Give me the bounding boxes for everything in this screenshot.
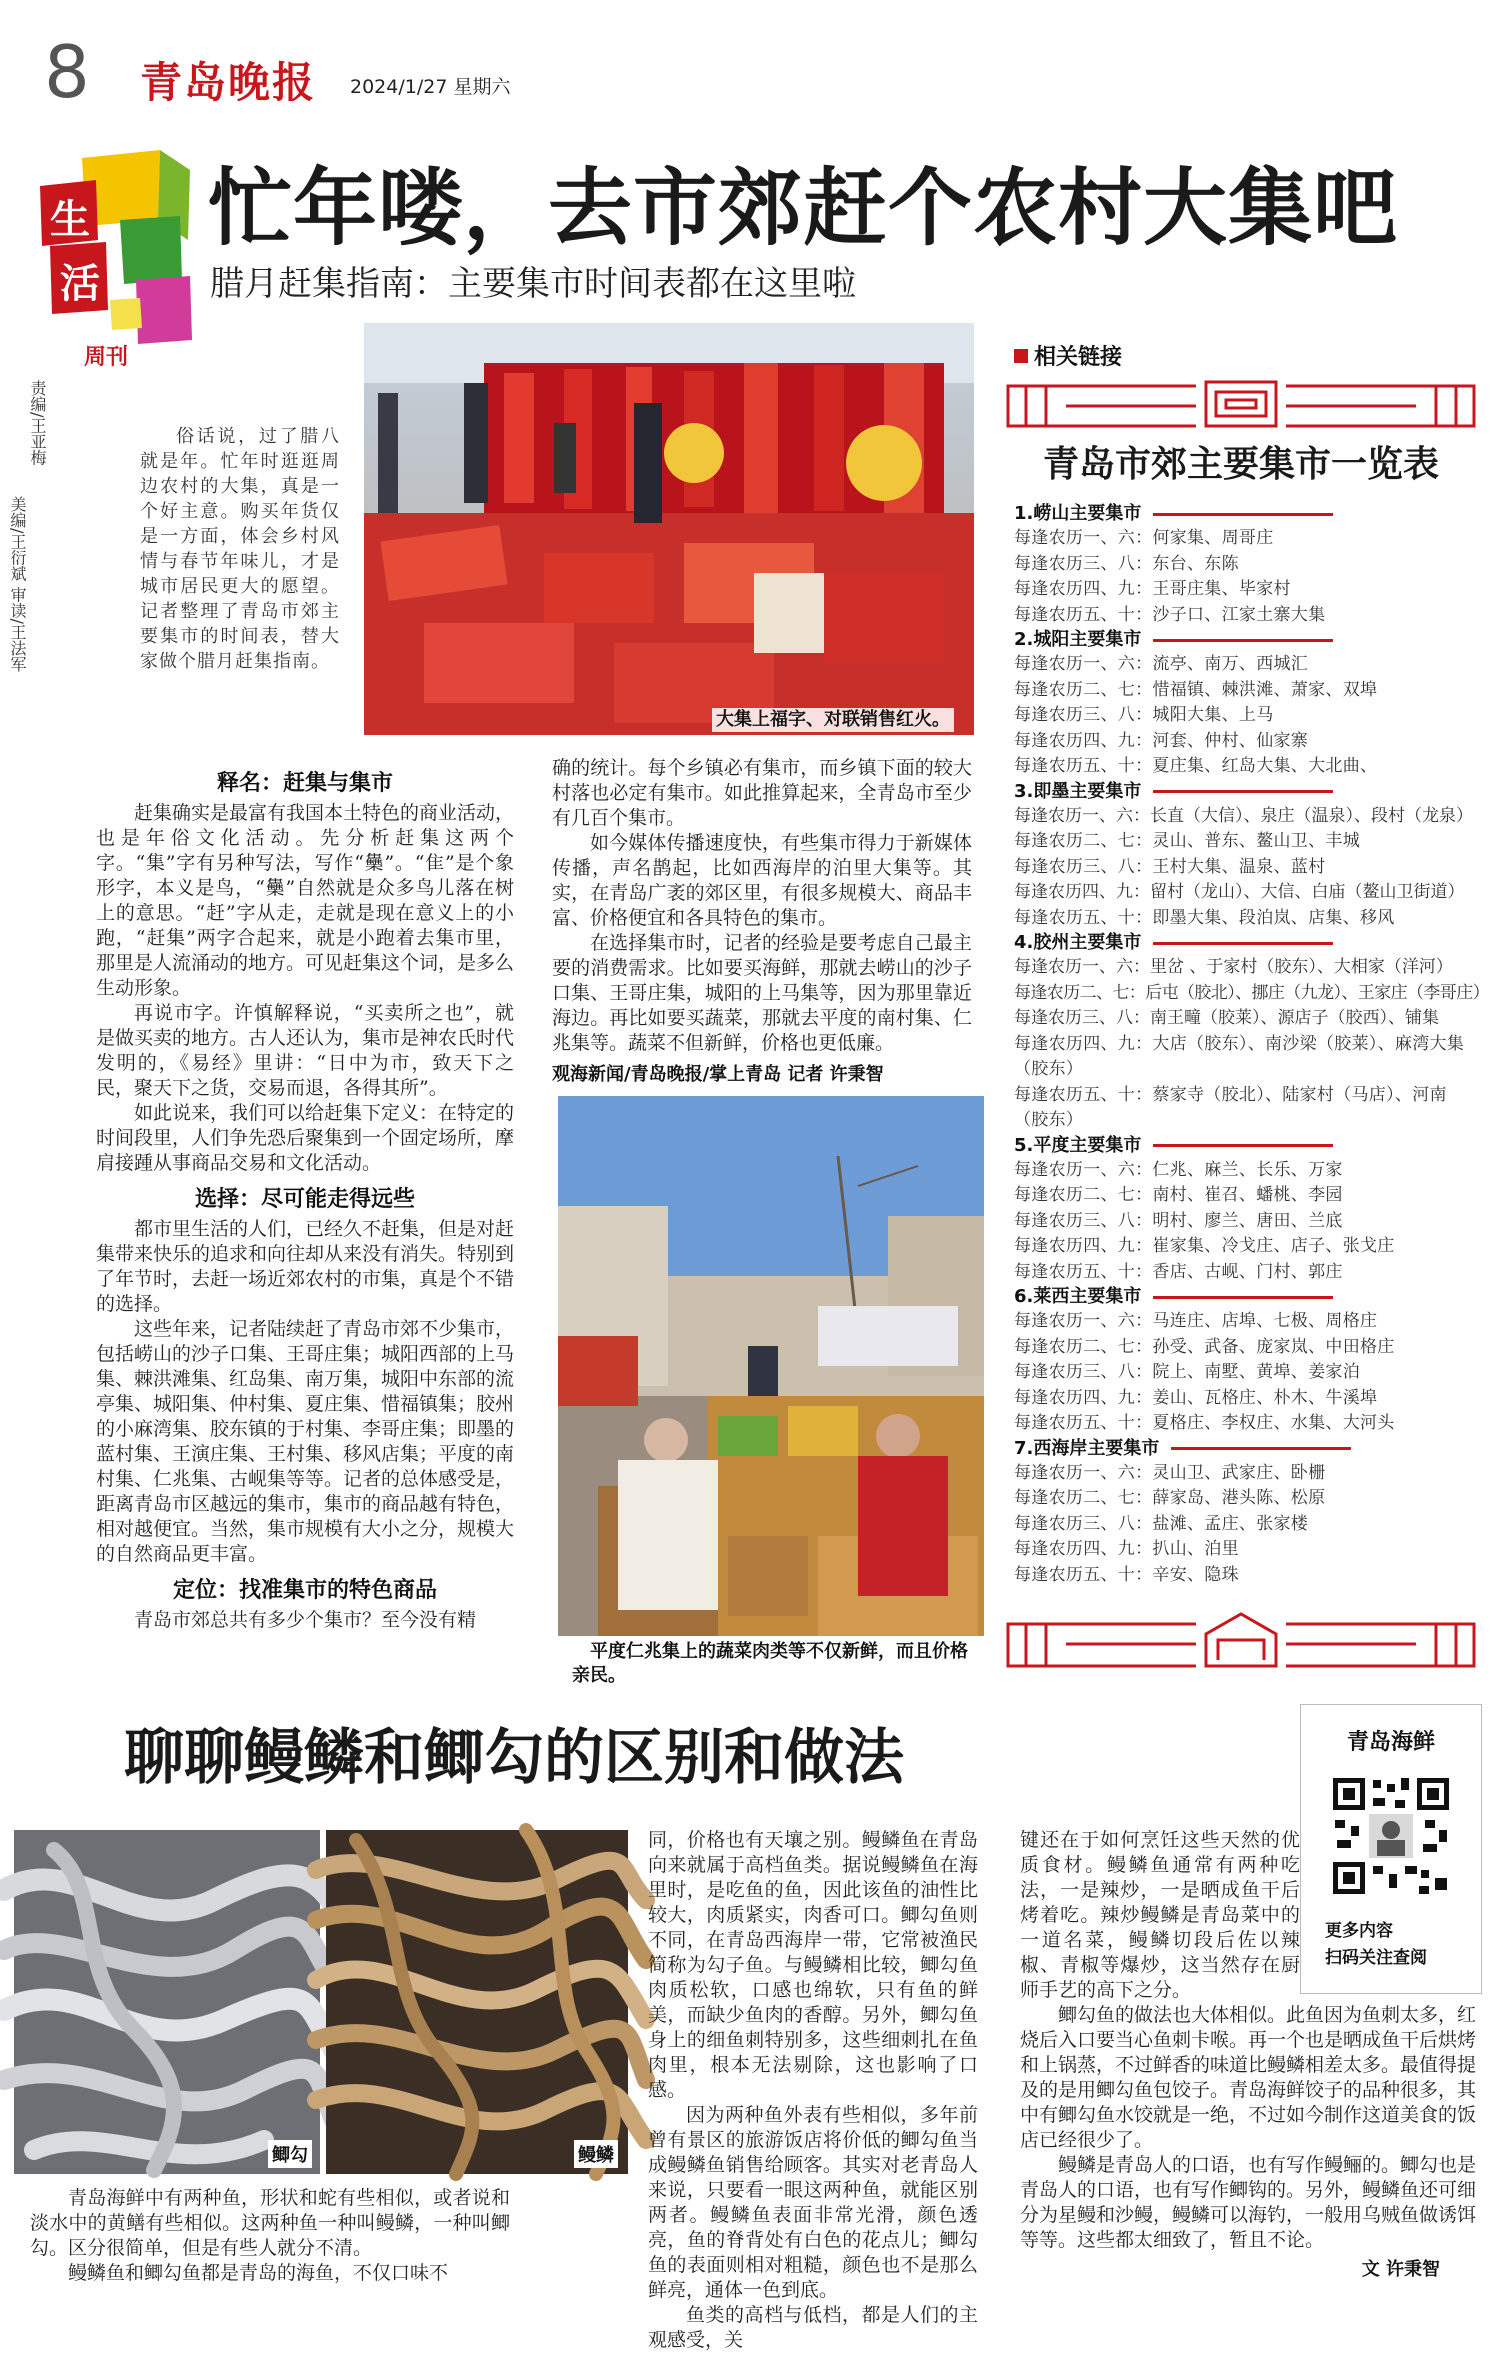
- red-rule: [1171, 1447, 1351, 1450]
- market-line: 每逢农历一、六：何家集、周哥庄: [1014, 528, 1274, 548]
- sec3-paragraph-1: 青岛市郊总共有多少个集市？至今没有精: [134, 1609, 477, 1631]
- red-rule: [1153, 1144, 1333, 1147]
- market-line: 每逢农历四、九：王哥庄集、毕家村: [1014, 579, 1291, 599]
- market-line: 每逢农历三、八：王村大集、温泉、蓝村: [1014, 856, 1326, 877]
- market-group-title: 2.城阳主要集市: [1014, 629, 1142, 650]
- market-line: 每逢农历三、八：盐滩、孟庄、张家楼: [1014, 1513, 1309, 1534]
- related-link-label: [1014, 340, 1122, 371]
- market-line: 每逢农历四、九：扒山、泊里: [1014, 1539, 1239, 1559]
- market-line: 每逢农历五、十：夏格庄、李权庄、水集、大河头: [1014, 1413, 1395, 1433]
- market-line: 每逢农历四、九：留村（龙山）、大信、白庙（鳌山卫街道）: [1014, 882, 1465, 902]
- a2-col2-paragraph-3: 鱼类的高档与低档，都是人们的主观感受，关: [648, 2304, 978, 2351]
- market-table-title: 青岛市郊主要集市一览表: [1042, 444, 1439, 485]
- editor-credit-2: 美编/王衍斌 审读/王法军: [8, 496, 27, 672]
- photo1-caption: 大集上福字、对联销售红火。: [712, 708, 954, 732]
- market-line: 每逢农历三、八：明村、廖兰、唐田、兰底: [1014, 1210, 1343, 1231]
- column-tag-char-2: 活: [60, 260, 100, 307]
- market-line: 每逢农历一、六：长直（大信）、泉庄（温泉）、段村（龙泉）: [1014, 805, 1473, 826]
- market-line: 每逢农历五、十：香店、古岘、门村、郭庄: [1014, 1261, 1343, 1282]
- article2-column-2: [648, 1828, 978, 2353]
- red-rule: [1153, 942, 1333, 945]
- market-line: 每逢农历五、十：即墨大集、段泊岚、店集、移风: [1014, 907, 1395, 928]
- qr-line-2: 扫码关注查阅: [1325, 1948, 1427, 1968]
- section3-title: 定位：找准集市的特色商品: [172, 1578, 437, 1603]
- red-rule: [1153, 513, 1333, 516]
- market-group-title: 6.莱西主要集市: [1014, 1286, 1142, 1307]
- article2-byline: 文 许秉智: [1361, 2259, 1440, 2280]
- market-line: 每逢农历一、六：马连庄、店埠、七极、周格庄: [1014, 1311, 1378, 1331]
- sec2-paragraph-2: 这些年来，记者陆续赶了青岛市郊不少集市，包括崂山的沙子口集、王哥庄集；城阳西部的上马集、棘洪滩集、红岛集、南万集，城阳中东部的流亭集、城阳集、仲村集、夏庄集、惜福镇集；胶州的小麻湾集、胶东镇的于村集、李哥庄集；即墨的蓝村集、王演庄集、王村集、移风店集；平度的南村集、仁兆集、古岘集等等。记者的总体感受是，距离青岛市区越远的集市，集市的商品越有特色，相对越便宜。当然，集市规模有大小之分，规模大的自然商品更丰富。: [96, 1318, 515, 1565]
- market-line: 每逢农历五、十：沙子口、江家土寨大集: [1014, 604, 1326, 625]
- market-group-title: 7.西海岸主要集市: [1014, 1437, 1160, 1459]
- related-link-text: 相关链接: [1034, 345, 1123, 370]
- related-link-square-icon: [1014, 349, 1028, 363]
- market-line: 每逢农历二、七：惜福镇、棘洪滩、萧家、双埠: [1014, 679, 1378, 700]
- market-line: 每逢农历二、七：南村、崔召、蟠桃、李园: [1014, 1185, 1343, 1205]
- qr-title: 青岛海鲜: [1346, 1730, 1435, 1755]
- market-line: 每逢农历一、六：里岔 、于家村（胶东）、大相家（洋河）: [1014, 957, 1453, 977]
- market-group-jiaozhou: [1014, 931, 1489, 1134]
- a2-col3-paragraph-3: 鳗鳞是青岛人的口语，也有写作鳗鲡的。鲫勾也是青岛人的口语，也有写作鲫钩的。另外，鳗鳞鱼还可细分为星鳗和沙鳗，鳗鳞可以海钓，一般用乌贼鱼做诱饵等等。这些都太细致了，暂且不论。: [1020, 2154, 1477, 2251]
- market-line: 每逢农历三、八：东台、东陈: [1014, 553, 1239, 574]
- issue-date: 2024/1/27 星期六: [350, 76, 511, 98]
- sec2-paragraph-1: 都市里生活的人们，已经久不赶集，但是对赶集带来快乐的追求和向往却从来没有消失。特别到了年节时，去赶一场近郊农村的市集，真是个不错的选择。: [96, 1218, 515, 1315]
- section2-title: 选择：尽可能走得远些: [194, 1187, 415, 1212]
- section1-title: 释名：赶集与集市: [216, 771, 393, 796]
- market-group-title: 3.即墨主要集市: [1014, 780, 1142, 802]
- market-line: 每逢农历四、九：大店（胶东）、南沙梁（胶莱）、麻湾大集（胶东）: [1014, 1033, 1465, 1079]
- market-group-laixi: [1014, 1285, 1484, 1437]
- red-rule: [1153, 790, 1333, 793]
- market-line: 每逢农历三、八：院上、南墅、黄埠、姜家泊: [1014, 1362, 1360, 1382]
- a2-col2-paragraph-1: 同，价格也有天壤之别。鳗鳞鱼在青岛向来就属于高档鱼类。据说鳗鳞鱼在海里时，是吃鱼的鱼，因此该鱼的油性比较大，肉质紧实，肉香可口。鲫勾鱼则不同，在青岛西海岸一带，它常被渔民简称为勾子鱼。与鳗鳞相比较，鲫勾鱼肉质松软，口感也绵软，只有鱼的鲜美，而缺少鱼肉的香醇。另外，鲫勾鱼身上的细鱼刺特别多，这些细刺扎在鱼肉里，根本无法剔除，这也影响了口感。: [648, 1829, 978, 2101]
- market-line: 每逢农历五、十：蔡家寺（胶北）、陆家村（马店）、河南（胶东）: [1014, 1084, 1447, 1130]
- photo-label-jigou: 鲫勾: [268, 2140, 312, 2168]
- photo-jigou-fish: [14, 1830, 320, 2174]
- market-line: 每逢农历二、七：孙受、武备、庞家岚、中田格庄: [1014, 1336, 1395, 1357]
- photo-manlin-fish: [326, 1830, 628, 2174]
- editor-credit-1: 责编/王亚梅: [28, 380, 47, 466]
- column-tag-char-1: 生: [50, 196, 90, 243]
- market-list: [1014, 502, 1489, 1588]
- lead-text: 俗话说，过了腊八就是年。忙年时逛逛周边农村的大集，真是一个好主意。购买年货仅是一方面，体会乡村风情与春节年味儿，才是城市居民更大的愿望。记者整理了青岛市郊主要集市的时间表，替大家做个腊月赶集指南。: [140, 426, 340, 672]
- market-line: 每逢农历四、九：崔家集、冷戈庄、店子、张戈庄: [1014, 1236, 1395, 1256]
- market-line: 每逢农历三、八：南王疃（胶莱）、源店子（胶西）、铺集: [1014, 1008, 1439, 1028]
- col2-paragraph-1: 确的统计。每个乡镇必有集市，而乡镇下面的较大村落也必定有集市。如此推算起来，全青岛市至少有几百个集市。: [552, 757, 972, 829]
- market-line: 每逢农历二、七：薛家岛、港头陈、松原: [1014, 1488, 1326, 1508]
- market-group-chengyang: [1014, 628, 1484, 780]
- page-number: 8: [44, 30, 90, 114]
- a2-col3-paragraph-1: 键还在于如何烹饪这些天然的优质食材。鳗鳞鱼通常有两种吃法，一是辣炒，一是晒成鱼干后烤着吃。辣炒鳗鳞是青岛菜中的一道名菜，鳗鳞切段后佐以辣椒、青椒等爆炒，这当然存在厨师手艺的高下之分。: [1020, 1829, 1300, 2001]
- market-line: 每逢农历五、十：夏庄集、红岛大集、大北曲、: [1014, 756, 1378, 776]
- a2-col3-paragraph-2: 鲫勾鱼的做法也大体相似。此鱼因为鱼刺太多，红烧后入口要当心鱼刺卡喉。再一个也是晒成鱼干后烘烤和上锅蒸，不过鲜香的味道比鳗鳞相差太多。最值得提及的是用鲫勾鱼包饺子。青岛海鲜饺子的品种很多，其中有鲫勾鱼水饺就是一绝，不过如今制作这道美食的饭店已经很少了。: [1020, 2004, 1477, 2151]
- market-group-jimo: [1014, 780, 1484, 932]
- a2-paragraph-2: 鳗鳞鱼和鲫勾鱼都是青岛的海鱼，不仅口味不: [68, 2262, 449, 2284]
- market-group-xihaian: [1014, 1437, 1484, 1589]
- photo-market-couplets: [364, 323, 974, 735]
- col2-paragraph-2: 如今媒体传播速度快，有些集市得力于新媒体传播，声名鹊起，比如西海岸的泊里大集等。其实，在青岛广袤的郊区里，有很多规模大、商品丰富、价格便宜和各具特色的集市。: [552, 832, 972, 929]
- market-box-top-border: [1006, 380, 1476, 440]
- market-line: 每逢农历五、十：辛安、隐珠: [1014, 1564, 1239, 1585]
- market-group-title: 1.崂山主要集市: [1014, 503, 1142, 524]
- market-group-title: 5.平度主要集市: [1014, 1134, 1142, 1156]
- photo-label-manlin: 鳗鳞: [574, 2140, 618, 2168]
- market-line: 每逢农历二、七：后屯（胶北）、挪庄（九龙）、王家庄（李哥庄）: [1014, 982, 1489, 1003]
- article1-lead: [140, 424, 340, 674]
- sec1-paragraph-3: 如此说来，我们可以给赶集下定义：在特定的时间段里，人们争先恐后聚集到一个固定场所，摩肩接踵从事商品交易和文化活动。: [96, 1102, 515, 1174]
- article1-subtitle: 腊月赶集指南：主要集市时间表都在这里啦: [210, 264, 856, 304]
- article1-column-2: [552, 756, 972, 1086]
- article1-column-1: [96, 760, 514, 1633]
- article2-column-1: [30, 2186, 510, 2286]
- col2-paragraph-3: 在选择集市时，记者的经验是要考虑自己最主要的消费需求。比如要买海鲜，那就去崂山的沙子口集、王哥庄集，城阳的上马集等，因为那里靠近海边。再比如要买蔬菜，那就去平度的南村集、仁兆集等。蔬菜不但新鲜，价格也更低廉。: [552, 932, 972, 1054]
- market-box-bottom-border: [1006, 1604, 1476, 1674]
- article1-byline: 观海新闻/青岛晚报/掌上青岛 记者 许秉智: [552, 1064, 884, 1085]
- red-rule: [1153, 639, 1333, 642]
- market-line: 每逢农历四、九：姜山、瓦格庄、朴木、牛溪埠: [1014, 1387, 1378, 1408]
- market-line: 每逢农历一、六：仁兆、麻兰、长乐、万家: [1014, 1159, 1343, 1180]
- sec1-paragraph-1: 赶集确实是最富有我国本土特色的商业活动，也是年俗文化活动。先分析赶集这两个字。“集”字有另种写法，写作“雧”。“隹”是个象形字，本义是鸟，“雧”自然就是众多鸟儿落在树上的意思。“赶”字从走，走就是现在意义上的小跑，“赶集”两字合起来，就是小跑着去集市里，那里是人流涌动的地方。可见赶集这个词，是多么生动形象。: [96, 802, 515, 999]
- market-line: 每逢农历三、八：城阳大集、上马: [1014, 705, 1274, 725]
- photo-vegetable-stalls: [558, 1096, 984, 1636]
- market-group-pingdu: [1014, 1134, 1484, 1286]
- paper-name: 青岛晚报: [140, 58, 317, 107]
- sec1-paragraph-2: 再说市字。许慎解释说，“买卖所之也”，就是做买卖的地方。古人还认为，集市是神农氏时代发明的，《易经》里讲：“日中为市，致天下之民，聚天下之货，交易而退，各得其所”。: [96, 1002, 515, 1099]
- a2-col2-paragraph-2: 因为两种鱼外表有些相似，多年前曾有景区的旅游饭店将价低的鲫勾鱼当成鳗鳞鱼销售给顾客。其实对老青岛人来说，只要看一眼这两种鱼，就能区别两者。鳗鳞鱼表面非常光滑，颜色透亮，鱼的脊背处有白色的花点儿；鲫勾鱼的表面则相对粗糙，颜色也不是那么鲜亮，通体一色到底。: [648, 2104, 978, 2301]
- market-group-title: 4.胶州主要集市: [1014, 932, 1142, 953]
- article2-title: 聊聊鳗鳞和鲫勾的区别和做法: [124, 1723, 904, 1793]
- article1-title: 忙年喽，去市郊赶个农村大集吧: [208, 159, 1399, 257]
- market-line: 每逢农历一、六：流亭、南万、西城汇: [1014, 654, 1309, 674]
- column-tag-decoration: [40, 150, 210, 370]
- qr-line-1: 更多内容: [1325, 1921, 1393, 1941]
- red-rule: [1153, 1296, 1333, 1299]
- market-line: 每逢农历一、六：灵山卫、武家庄、卧栅: [1014, 1462, 1326, 1483]
- market-line: 每逢农历四、九：河套、仲村、仙家寨: [1014, 730, 1309, 751]
- market-line: 每逢农历二、七：灵山、普东、鳌山卫、丰城: [1014, 831, 1360, 851]
- photo2-caption: 平度仁兆集上的蔬菜肉类等不仅新鲜，而且价格亲民。: [572, 1641, 968, 1686]
- column-tag-weekly: 周刊: [84, 345, 129, 370]
- a2-paragraph-1: 青岛海鲜中有两种鱼，形状和蛇有些相似，或者说和淡水中的黄鳝有些相似。这两种鱼一种叫鳗鳞，一种叫鲫勾。区分很简单，但是有些人就分不清。: [30, 2187, 510, 2259]
- article2-column-3: [1020, 1828, 1476, 2281]
- market-group-laoshan: [1014, 502, 1484, 628]
